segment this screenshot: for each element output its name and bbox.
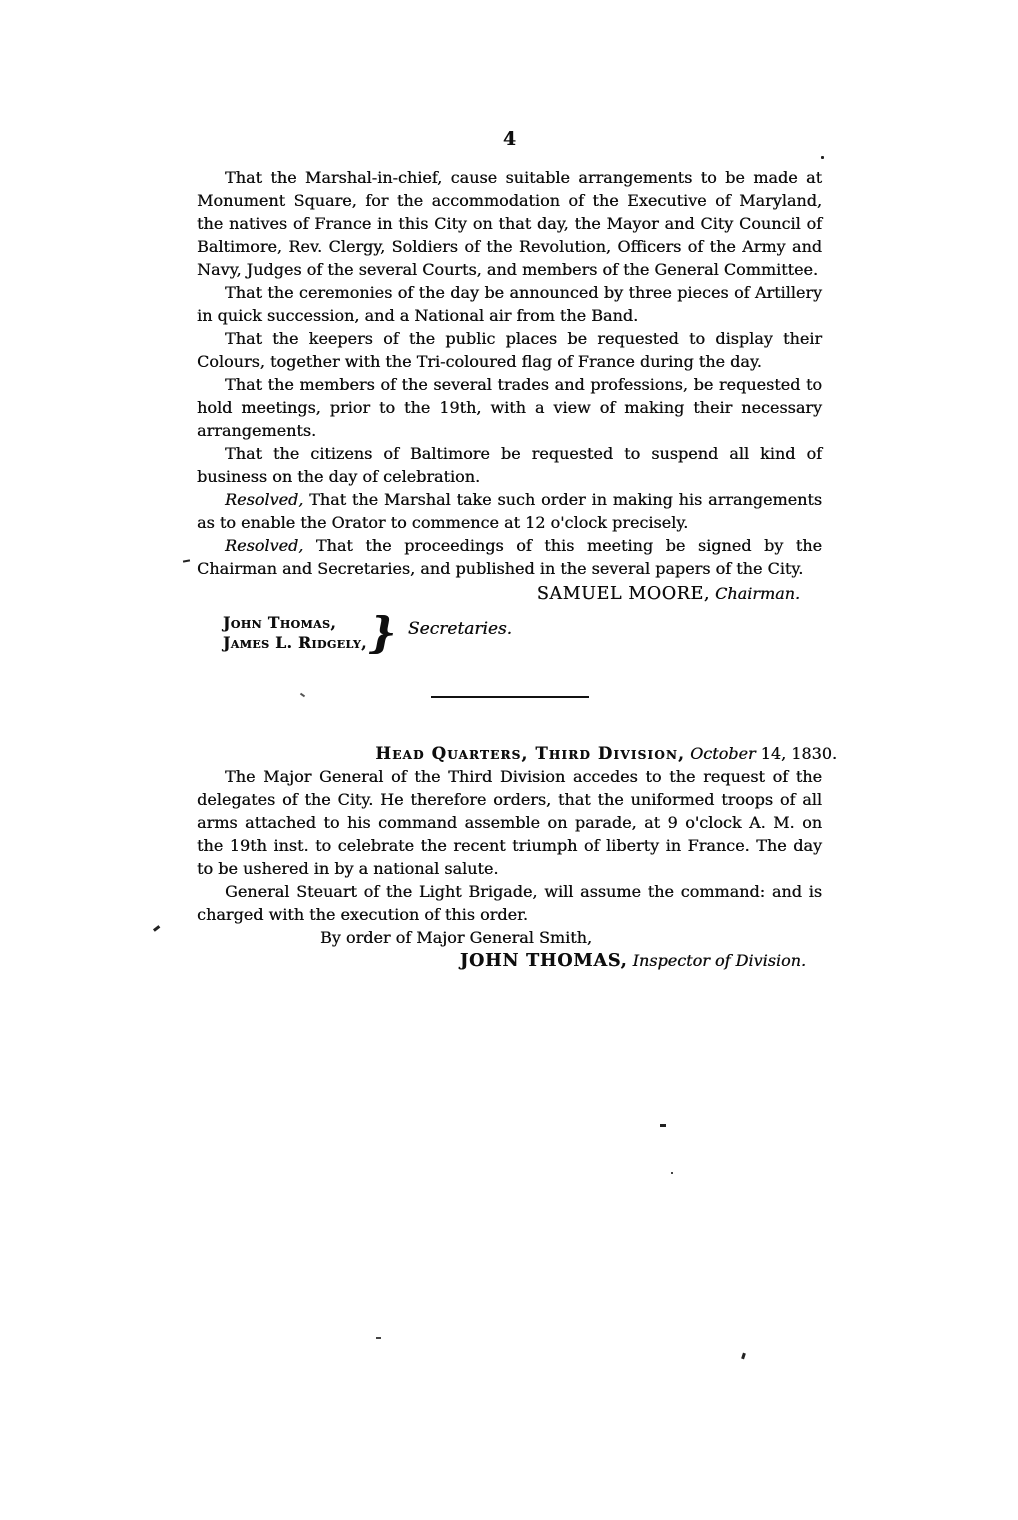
scan-speck [741,1353,746,1360]
paragraph-text: That the keepers of the public places be requested to display their Colours, together with the Tri-coloured flag of France during the day. [197,329,822,371]
chairman-name: SAMUEL MOORE, [536,584,710,604]
page-number: 4 [502,128,517,150]
paragraph-text: General Steuart of the Light Brigade, will assume the command: and is charged with the execution of this order. [197,882,822,924]
paragraph-suspend-business [197,442,822,488]
chairman-title: Chairman. [715,584,800,603]
paragraph-text: That the Marshal take such order in making his arrangements as to enable the Orator to commence at 12 o'clock precisely. [197,490,822,532]
scan-speck [660,1124,666,1127]
scan-speck [183,559,190,562]
inspector-name: JOHN THOMAS, [459,951,628,971]
secretary-name-2: James L. Ridgely, [223,633,367,652]
paragraph-text: That the Marshal-in-chief, cause suitable arrangements to be made at Monument Square, for the accommodation of the Executive of Maryland, the natives of France in this City on that day, the Mayor and City Council of Baltimore, Rev. Clergy, Soldiers of the Revolution, Officers of the Army and Navy, Judges of the several Courts, and members of the General Committee. [197,168,822,279]
section-divider [431,696,589,698]
dateline-month: October [690,744,756,763]
inspector-title: Inspector of Division. [632,951,806,970]
paragraph-text: That the proceedings of this meeting be signed by the Chairman and Secretaries, and published in the several papers of the City. [197,536,822,578]
paragraph-text: That the ceremonies of the day be announced by three pieces of Artillery in quick succession, and a National air from the Band. [197,283,822,325]
chairman-signature [197,582,822,606]
secretaries-block [223,608,822,657]
paragraph-lead: Resolved, [225,490,304,509]
brace-glyph: } [368,608,396,657]
scan-speck [376,1337,381,1339]
secretaries-title: Secretaries. [407,619,513,639]
page-content [197,128,837,973]
paragraph-text: That the citizens of Baltimore be requested to suspend all kind of business on the day of celebration. [197,444,822,486]
paragraph-general-steuart [197,880,822,926]
headquarters-title: Head Quarters, Third Division, [375,744,685,763]
scan-speck [153,925,160,931]
paragraph-lead: Resolved, [225,536,304,555]
paragraph-keepers-colours [197,327,822,373]
paragraph-text: That the members of the several trades and professions, be requested to hold meetings, prior to the 19th, with a view of making their necessary arrangements. [197,375,822,440]
scan-speck [821,156,824,159]
paragraph-resolved-proceedings [197,534,822,580]
secretary-name-1: John Thomas, [223,613,337,632]
dateline-date: 14, 1830. [760,744,837,763]
paragraph-resolved-marshal [197,488,822,534]
paragraph-major-general-orders [197,765,822,880]
by-order-line: By order of Major General Smith, [320,928,592,947]
paragraph-ceremonies [197,281,822,327]
paragraph-text: The Major General of the Third Division accedes to the request of the delegates of the City. He therefore orders, that the uniformed troops of all arms attached to his command assemble on parade, at 9 o'clock A. M. on the 19th inst. to celebrate the recent triumph of liberty in France. The day to be ushered in by a national salute. [197,767,822,878]
inspector-signature [197,949,822,973]
scan-speck [671,1172,673,1174]
headquarters-dateline [197,742,837,765]
secretary-names [223,613,367,653]
paragraph-marshal-arrangements [197,166,822,281]
paragraph-trades-meetings [197,373,822,442]
